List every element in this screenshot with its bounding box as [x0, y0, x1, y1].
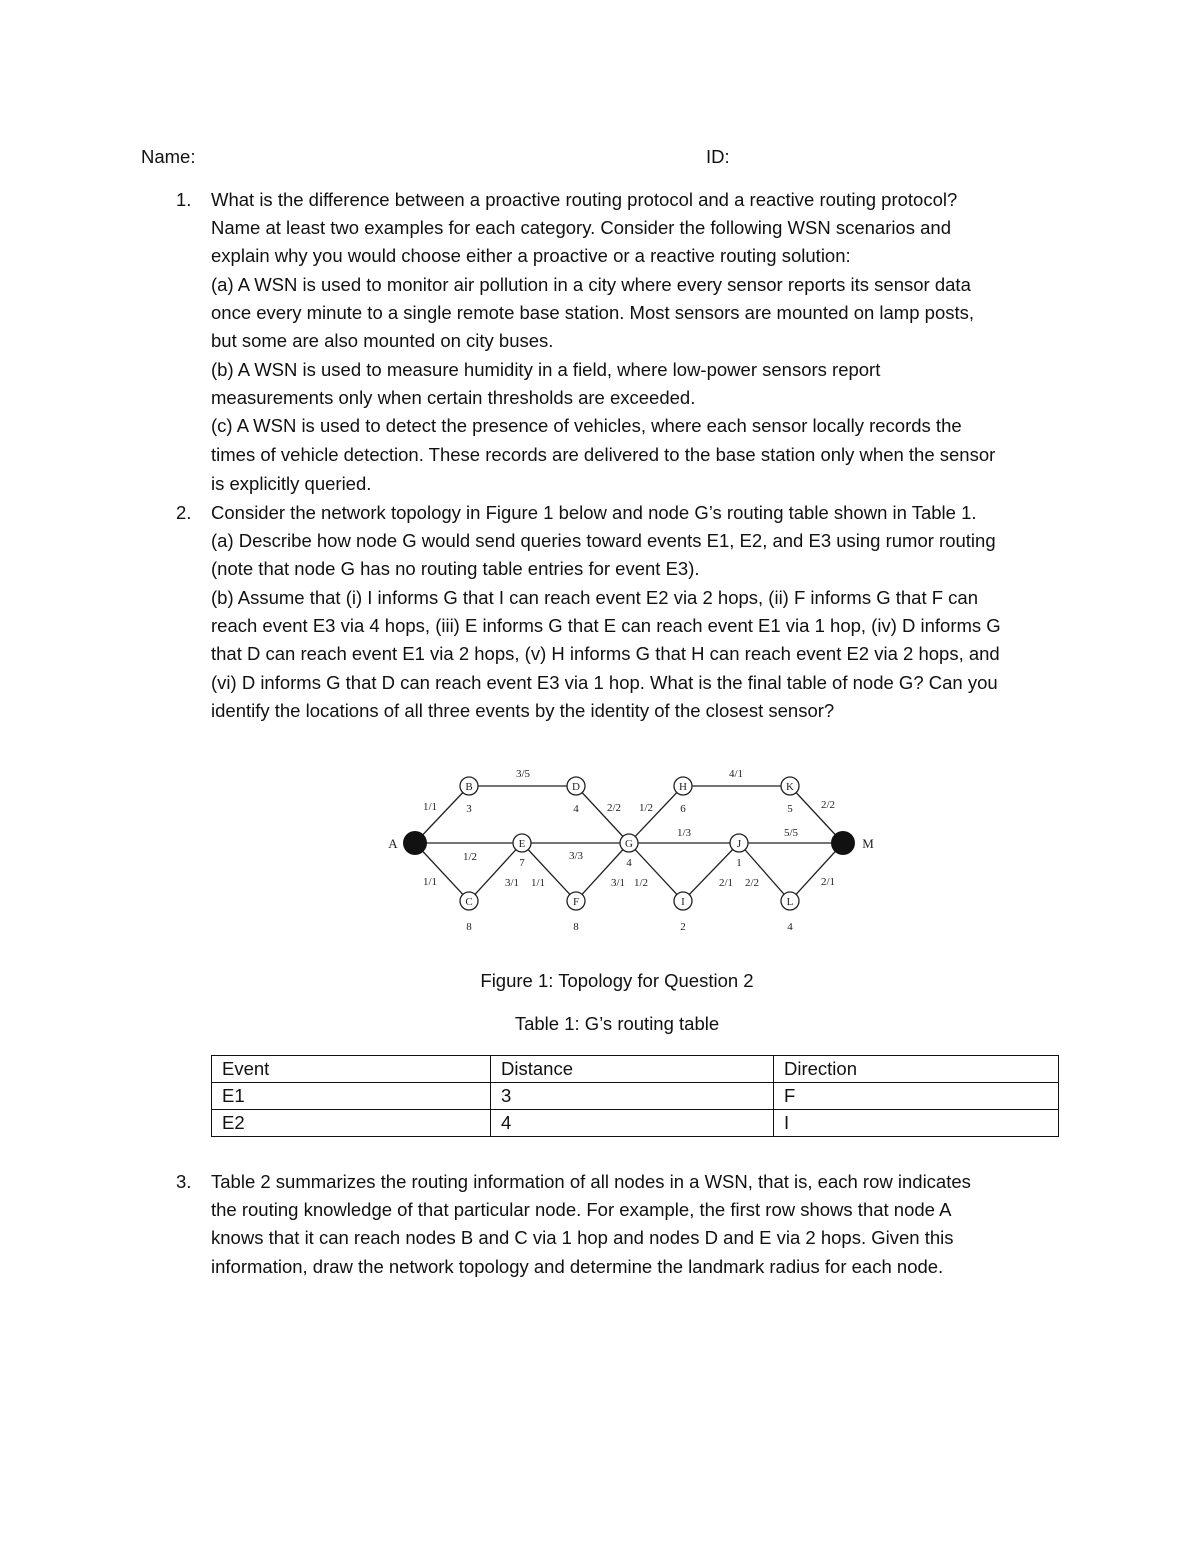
node-h-value: 6: [680, 803, 686, 815]
node-h-label: H: [679, 781, 687, 793]
edge-f-g-label: 3/1: [610, 877, 626, 889]
question-3-line: the routing knowledge of that particular node. For example, the first row shows that node A: [211, 1199, 952, 1220]
table-cell: E1: [212, 1083, 491, 1110]
edge-g-j-label: 1/3: [676, 827, 692, 839]
edge-a-e-label: 1/2: [462, 851, 478, 863]
routing-table: [211, 1055, 1059, 1137]
edge-g-h-label: 1/2: [638, 802, 654, 814]
edge-k-m-label: 2/2: [820, 799, 836, 811]
question-2-line: (b) Assume that (i) I informs G that I can reach event E2 via 2 hops, (ii) F informs G that F can: [211, 587, 979, 608]
edge-f-g: [576, 843, 629, 901]
node-a-label: A: [388, 836, 398, 851]
question-2-line: Consider the network topology in Figure 1 below and node G’s routing table shown in Table 1.: [211, 502, 977, 523]
table-header-cell: Event: [212, 1056, 491, 1083]
node-i-label: I: [681, 896, 685, 908]
node-b-value: 3: [466, 803, 472, 815]
node-e-label: E: [518, 838, 526, 850]
question-1-number: 1.: [176, 189, 192, 210]
edge-i-j: [683, 843, 739, 901]
node-m: [831, 831, 855, 855]
question-2-number: 2.: [176, 502, 192, 523]
edge-e-f-label: 1/1: [530, 877, 546, 889]
node-l-label: L: [786, 896, 794, 908]
edge-g-h: [629, 786, 683, 843]
table-caption: Table 1: G’s routing table: [514, 1013, 720, 1034]
question-2-line: reach event E3 via 4 hops, (iii) E informs G that E can reach event E1 via 1 hop, (iv) D informs G: [211, 615, 1001, 636]
question-1-line: (c) A WSN is used to detect the presence of vehicles, where each sensor locally records the: [211, 415, 962, 436]
question-1-line: Name at least two examples for each category. Consider the following WSN scenarios and: [211, 217, 952, 238]
table-row: [212, 1110, 1059, 1137]
question-1-line: measurements only when certain thresholds are exceeded.: [211, 387, 696, 408]
node-d-value: 4: [573, 803, 579, 815]
table-header-cell: Direction: [774, 1056, 1059, 1083]
node-g-value: 4: [626, 857, 632, 869]
node-j-label: J: [736, 838, 742, 850]
table-cell: 3: [491, 1083, 774, 1110]
question-3-line: Table 2 summarizes the routing information of all nodes in a WSN, that is, each row indicates: [211, 1171, 971, 1192]
question-3-line: information, draw the network topology and determine the landmark radius for each node.: [211, 1256, 944, 1277]
edge-d-g-label: 2/2: [606, 802, 622, 814]
table-header-row: [212, 1056, 1059, 1083]
node-a: [403, 831, 427, 855]
question-1-line: but some are also mounted on city buses.: [211, 330, 554, 351]
edge-j-l: [739, 843, 790, 901]
node-j-value: 1: [736, 857, 742, 869]
edge-j-l-label: 2/2: [744, 877, 760, 889]
edge-c-e-label: 3/1: [504, 877, 520, 889]
node-c-value: 8: [466, 921, 472, 933]
edge-e-g-label: 3/3: [568, 850, 584, 862]
node-e-value: 7: [519, 857, 525, 869]
edge-j-m-label: 5/5: [783, 827, 799, 839]
table-cell: E2: [212, 1110, 491, 1137]
edge-g-i: [629, 843, 683, 901]
edge-d-g: [576, 786, 629, 843]
edge-i-j-label: 2/1: [718, 877, 734, 889]
question-3-line: knows that it can reach nodes B and C via 1 hop and nodes D and E via 2 hops. Given this: [211, 1227, 954, 1248]
edge-b-d-label: 3/5: [515, 768, 531, 780]
node-l-value: 4: [787, 921, 793, 933]
question-2-line: identify the locations of all three events by the identity of the closest sensor?: [211, 700, 835, 721]
node-d-label: D: [572, 781, 580, 793]
node-m-label: M: [862, 836, 874, 851]
question-1-line: (b) A WSN is used to measure humidity in a field, where low-power sensors report: [211, 359, 881, 380]
question-3-number: 3.: [176, 1171, 192, 1192]
node-i-value: 2: [680, 921, 686, 933]
edge-e-f: [522, 843, 576, 901]
edge-g-i-label: 1/2: [633, 877, 649, 889]
figure-caption: Figure 1: Topology for Question 2: [480, 970, 754, 991]
question-1-line: What is the difference between a proactive routing protocol and a reactive routing protocol?: [211, 189, 958, 210]
network-topology-figure: [385, 760, 885, 940]
node-c-label: C: [465, 896, 473, 908]
question-2-line: that D can reach event E1 via 2 hops, (v) H informs G that H can reach event E2 via 2 hops, and: [211, 643, 1000, 664]
question-2-line: (vi) D informs G that D can reach event E3 via 1 hop. What is the final table of node G? Can you: [211, 672, 998, 693]
table-cell: I: [774, 1110, 1059, 1137]
question-1-line: is explicitly queried.: [211, 473, 372, 494]
node-f-label: F: [572, 896, 580, 908]
edge-a-c-label: 1/1: [422, 876, 438, 888]
edge-a-b-label: 1/1: [422, 801, 438, 813]
node-k-label: K: [786, 781, 794, 793]
node-g-label: G: [625, 838, 633, 850]
question-1-line: times of vehicle detection. These records are delivered to the base station only when the sensor: [211, 444, 996, 465]
name-label: Name:: [141, 146, 196, 167]
question-2-line: (note that node G has no routing table entries for event E3).: [211, 558, 700, 579]
question-1-line: (a) A WSN is used to monitor air pollution in a city where every sensor reports its sensor data: [211, 274, 971, 295]
table-header-cell: Distance: [491, 1056, 774, 1083]
question-1-line: once every minute to a single remote base station. Most sensors are mounted on lamp posts,: [211, 302, 975, 323]
node-k-value: 5: [787, 803, 793, 815]
question-2-line: (a) Describe how node G would send queries toward events E1, E2, and E3 using rumor routing: [211, 530, 996, 551]
edge-l-m-label: 2/1: [820, 876, 836, 888]
table-cell: 4: [491, 1110, 774, 1137]
table-row: [212, 1083, 1059, 1110]
question-1-line: explain why you would choose either a proactive or a reactive routing solution:: [211, 245, 851, 266]
table-cell: F: [774, 1083, 1059, 1110]
node-b-label: B: [465, 781, 473, 793]
id-label: ID:: [706, 146, 730, 167]
node-f-value: 8: [573, 921, 579, 933]
edge-h-k-label: 4/1: [728, 768, 744, 780]
